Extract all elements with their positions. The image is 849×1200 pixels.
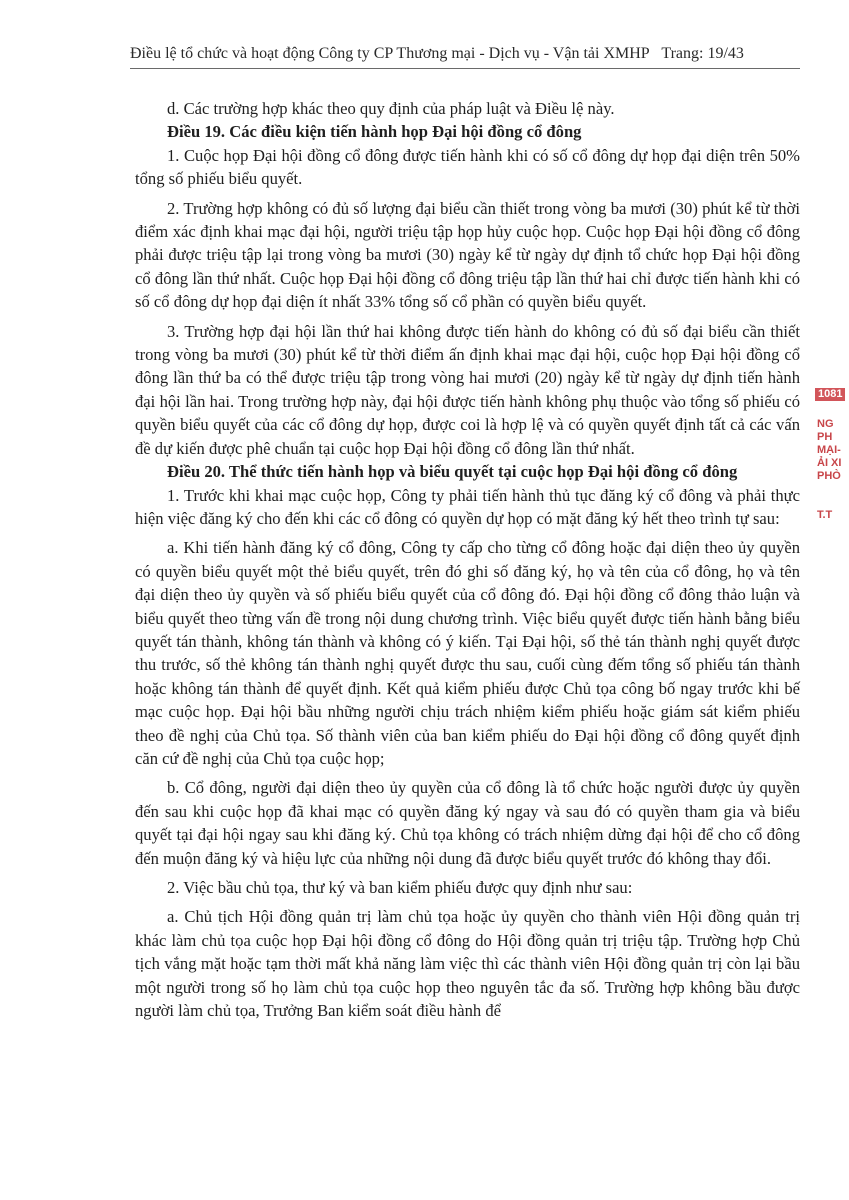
article-20-clause-2: 2. Việc bầu chủ tọa, thư ký và ban kiểm phiếu được quy định như sau: xyxy=(167,878,633,897)
stamp-line: NG xyxy=(817,418,834,430)
article-20-clause-2a: a. Chủ tịch Hội đồng quản trị làm chủ tọa hoặc ủy quyền cho thành viên Hội đồng quản trị khác làm chủ tọa cuộc họp Đại hội đồng cổ đông do Hội đồng quản trị triệu tập. Trường hợp Chủ tịch vắng mặt hoặc tạm thời mất khả năng làm việc thì các thành viên Hội đồng quản trị còn lại bầu một người trong số họ làm chủ tọa cuộc họp theo nguyên tắc đa số. Trường hợp không bầu được người làm chủ tọa, Trưởng Ban kiểm soát điều hành để xyxy=(135,907,800,1021)
header-page-number: Trang: 19/43 xyxy=(661,45,744,62)
seal-stamp-fragment xyxy=(813,378,849,536)
header-title: Điều lệ tổ chức và hoạt động Công ty CP Thương mại - Dịch vụ - Vận tải XMHP xyxy=(130,45,650,62)
article-20-heading: Điều 20. Thể thức tiến hành họp và biểu quyết tại cuộc họp Đại hội đồng cổ đông xyxy=(167,462,738,482)
article-20-clause-1b: b. Cổ đông, người đại diện theo ủy quyền của cổ đông là tổ chức hoặc người được ủy quyền đến sau khi cuộc họp đã khai mạc có quyền đăng ký ngay và sau đó có quyền tham gia và biểu quyết tại đại hội ngay sau khi đăng ký. Chủ tọa không có trách nhiệm dừng đại hội để cho cổ đông đến muộn đăng ký và hiệu lực của những nội dung đã được biểu quyết trước đó không thay đổi. xyxy=(135,778,800,868)
stamp-line: PHÒ xyxy=(817,470,841,482)
stamp-line: ẢI XI xyxy=(817,457,842,469)
article-19-clause-3: 3. Trường hợp đại hội lần thứ hai không được tiến hành do không có đủ số đại biểu cần thiết trong vòng ba mươi (30) phút kể từ thời điểm ấn định khai mạc đại hội, cuộc họp Đại hội đồng cổ đông lần thứ ba có thể được triệu tập trong vòng hai mươi (20) ngày kể từ ngày dự định tiến hành đại hội lần hai. Trong trường hợp này, đại hội được tiến hành không phụ thuộc vào tổng số phiếu có quyền biểu quyết của các cổ đông dự họp, được coi là hợp lệ và có quyền quyết định tất cả các vấn đề dự kiến được phê chuẩn tại cuộc họp Đại hội đồng cổ đông lần thứ nhất. xyxy=(135,321,800,458)
article-20-clause-1a: a. Khi tiến hành đăng ký cổ đông, Công ty cấp cho từng cổ đông hoặc đại diện theo ủy quyền có quyền biểu quyết một thẻ biểu quyết, trên đó ghi số đăng ký, họ và tên của cổ đông, họ và tên đại diện theo ủy quyền và số phiếu biểu quyết của cổ đông đó. Đại hội đồng cổ đông thảo luận và biểu quyết theo từng vấn đề trong nội dung chương trình. Việc biểu quyết được tiến hành bằng biểu quyết tán thành, không tán thành và không có ý kiến. Tại Đại hội, số thẻ tán thành nghị quyết được thu trước, số thẻ không tán thành nghị quyết được thu sau, cuối cùng đếm tổng số phiếu tán thành hoặc không tán thành để quyết định. Kết quả kiểm phiếu được Chủ tọa công bố ngay trước khi bế mạc cuộc họp. Đại hội bầu những người chịu trách nhiệm kiểm phiếu hoặc giám sát kiểm phiếu theo đề nghị của Chủ tọa. Số thành viên của ban kiểm phiếu do Đại hội đồng cổ đông quyết định căn cứ đề nghị của Chủ tọa cuộc họp; xyxy=(135,538,800,768)
document-body xyxy=(135,97,800,1022)
article-19-clause-2: 2. Trường hợp không có đủ số lượng đại biểu cần thiết trong vòng ba mươi (30) phút kể từ thời điểm xác định khai mạc đại hội, người triệu tập họp hủy cuộc họp. Cuộc họp Đại hội đồng cổ đông phải được triệu tập lại trong vòng ba mươi (30) ngày kể từ ngày dự định tổ chức họp Đại hội đồng cổ đông lần thứ nhất. Cuộc họp Đại hội đồng cổ đông triệu tập lần thứ hai chỉ được tiến hành khi có số cổ đông dự họp đại diện ít nhất 33% tổng số cổ phần có quyền biểu quyết. xyxy=(135,198,800,312)
stamp-line: MẠI- xyxy=(817,444,841,456)
page-header xyxy=(130,44,800,64)
stamp-line: PH xyxy=(817,431,833,443)
stamp-line: T.T xyxy=(817,509,833,521)
article-20-clause-1: 1. Trước khi khai mạc cuộc họp, Công ty phải tiến hành thủ tục đăng ký cổ đông và phải thực hiện việc đăng ký cho đến khi các cổ đông có quyền dự họp có mặt đăng ký hết theo trình tự sau: xyxy=(135,485,800,528)
stamp-line: 1081 xyxy=(815,388,845,401)
article-19-heading: Điều 19. Các điều kiện tiến hành họp Đại hội đồng cổ đông xyxy=(167,122,582,142)
article-19-clause-1: 1. Cuộc họp Đại hội đồng cổ đông được tiến hành khi có số cổ đông dự họp đại diện trên 50% tổng số phiếu biểu quyết. xyxy=(135,145,800,189)
header-divider xyxy=(130,68,800,69)
paragraph-clause-d: d. Các trường hợp khác theo quy định của pháp luật và Điều lệ này. xyxy=(167,99,615,118)
